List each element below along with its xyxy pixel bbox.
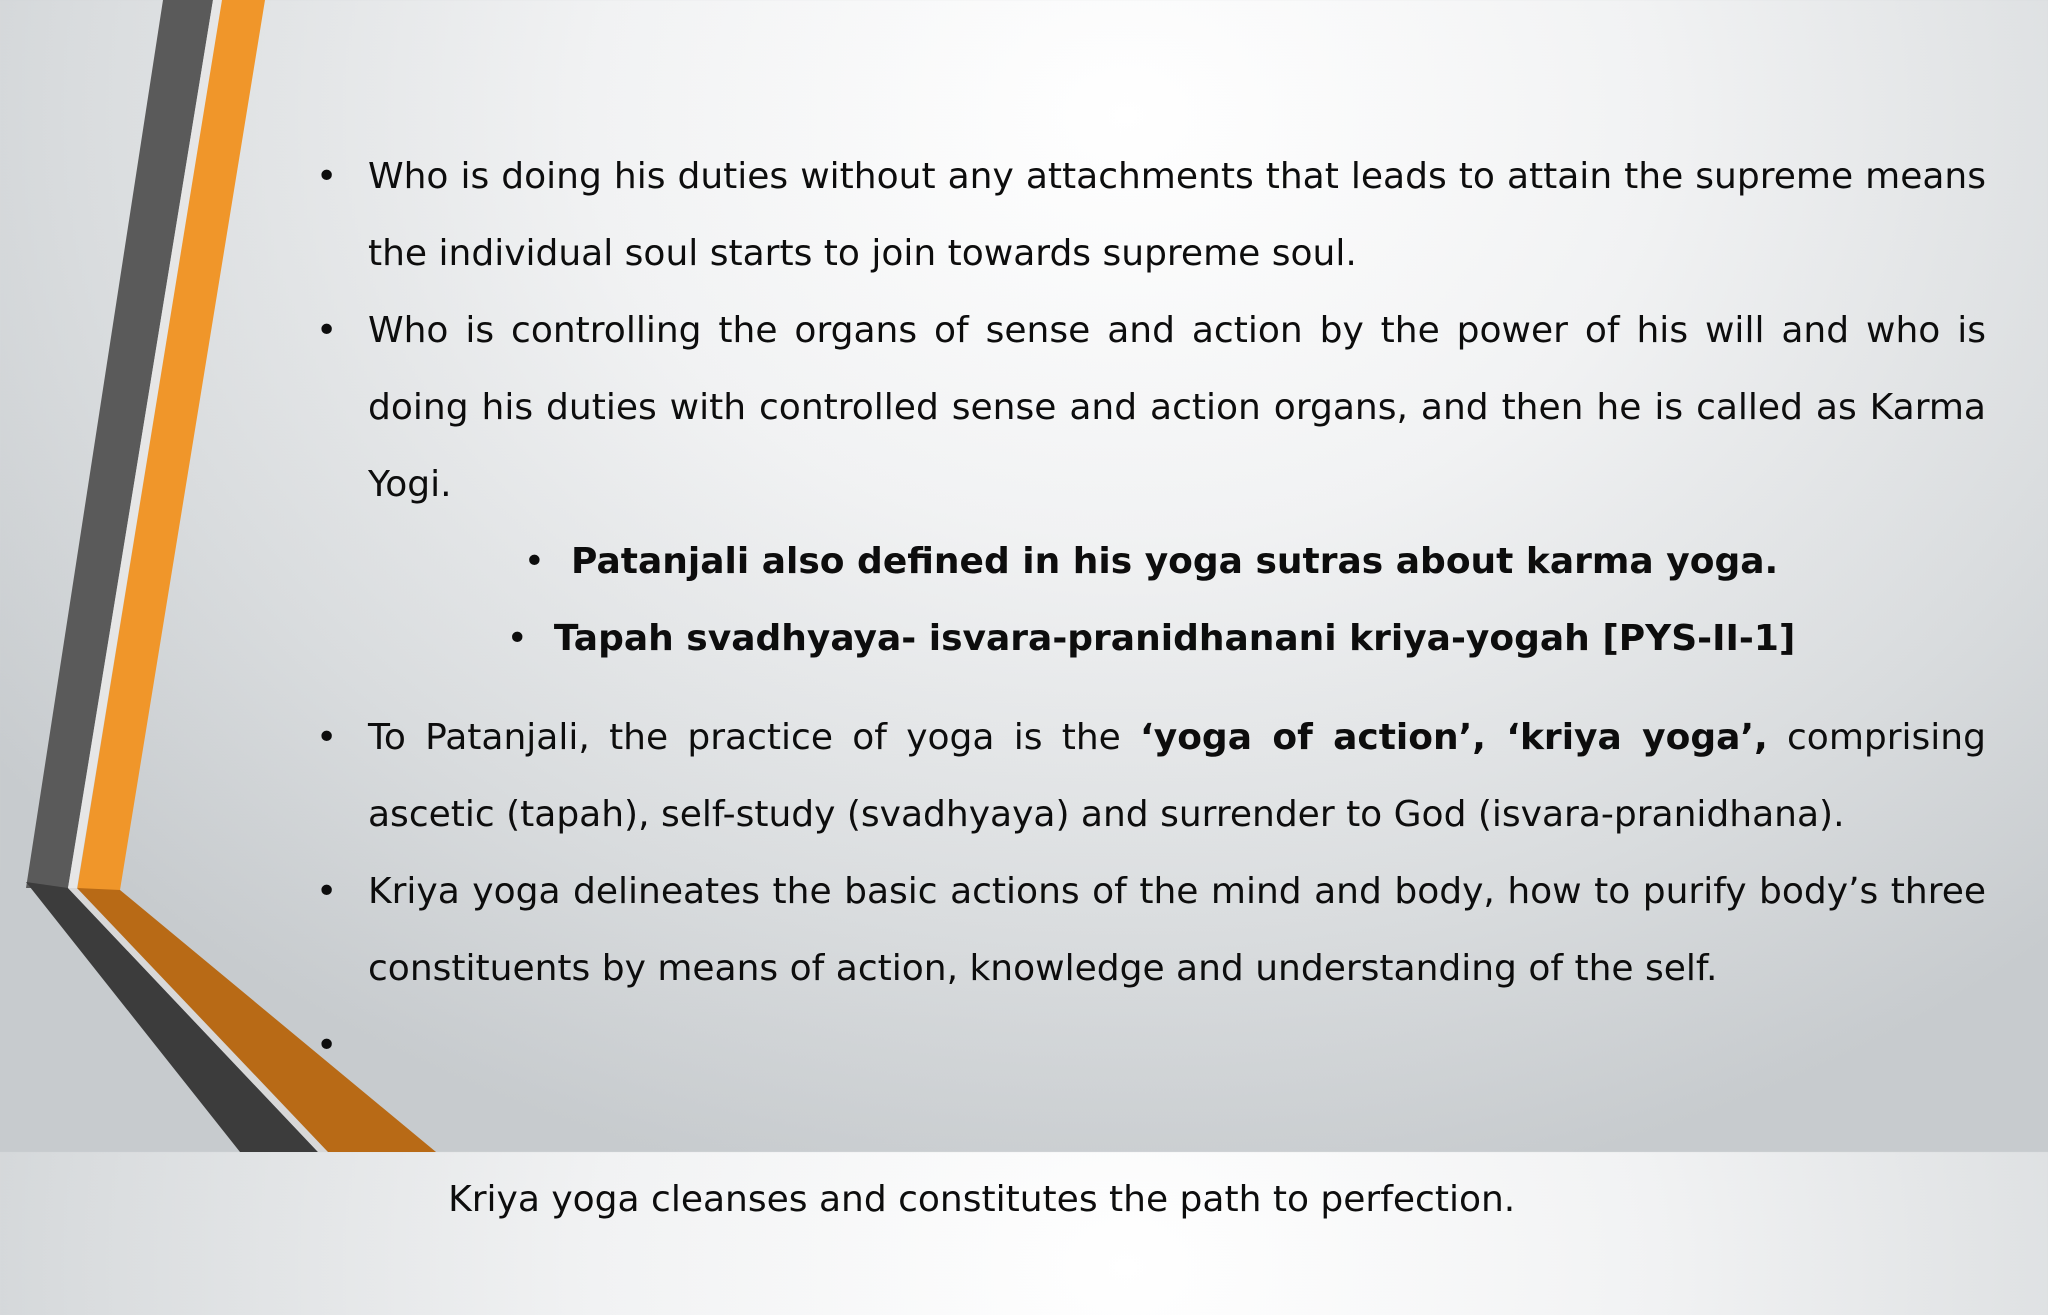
bullet-text: Who is controlling the organs of sense and action by the power of his will and who is doing his duties with controlled sense and action organs, and then he is called as Karma Yogi. bbox=[368, 310, 1986, 505]
spacer bbox=[316, 677, 1986, 699]
bullet-text: Kriya yoga cleanses and constitutes the path to perfection. bbox=[436, 1179, 1516, 1220]
bullet-text bbox=[368, 717, 1986, 835]
bullet-text: Kriya yoga delineates the basic actions of the mind and body, how to purify body’s three constituents by means of action, knowledge and understanding of the self. bbox=[368, 871, 1986, 989]
centered-text: Patanjali also defined in his yoga sutras about karma yoga. bbox=[571, 541, 1779, 582]
bullet-dot: • bbox=[316, 310, 338, 351]
centered-text: Tapah svadhyaya- isvara-pranidhanani kriya-yogah [PYS-II-1] bbox=[553, 618, 1796, 659]
bullet-dot: • bbox=[316, 717, 338, 758]
bold-text-run: ‘yoga of action’, ‘kriya yoga’, bbox=[1140, 717, 1768, 758]
bullet-item bbox=[316, 292, 1986, 523]
slide-body bbox=[316, 138, 1986, 1315]
bullet-item bbox=[316, 1007, 1986, 1315]
bullet-dot: • bbox=[316, 1025, 338, 1066]
gray-stripe-lower bbox=[26, 882, 318, 1152]
bullet-item bbox=[316, 138, 1986, 292]
bullet-dot: • bbox=[506, 618, 528, 659]
bullet-dot: • bbox=[316, 871, 338, 912]
stripe-highlight-lower bbox=[68, 888, 328, 1152]
bullet-item bbox=[316, 699, 1986, 853]
bullet-dot: • bbox=[523, 541, 546, 582]
bullet-dot: • bbox=[316, 156, 338, 197]
text-run: To Patanjali, the practice of yoga is the bbox=[368, 717, 1141, 758]
text-run: comprising ascetic (tapah), self-study (svadhyaya) and surrender to God (isvara-pranidhana). bbox=[368, 717, 1986, 835]
centered-bold-item bbox=[316, 600, 1986, 677]
bullet-text: Who is doing his duties without any attachments that leads to attain the supreme means the individual soul starts to join towards supreme soul. bbox=[368, 156, 1986, 274]
centered-bold-item bbox=[316, 523, 1986, 600]
bullet-item bbox=[316, 853, 1986, 1007]
